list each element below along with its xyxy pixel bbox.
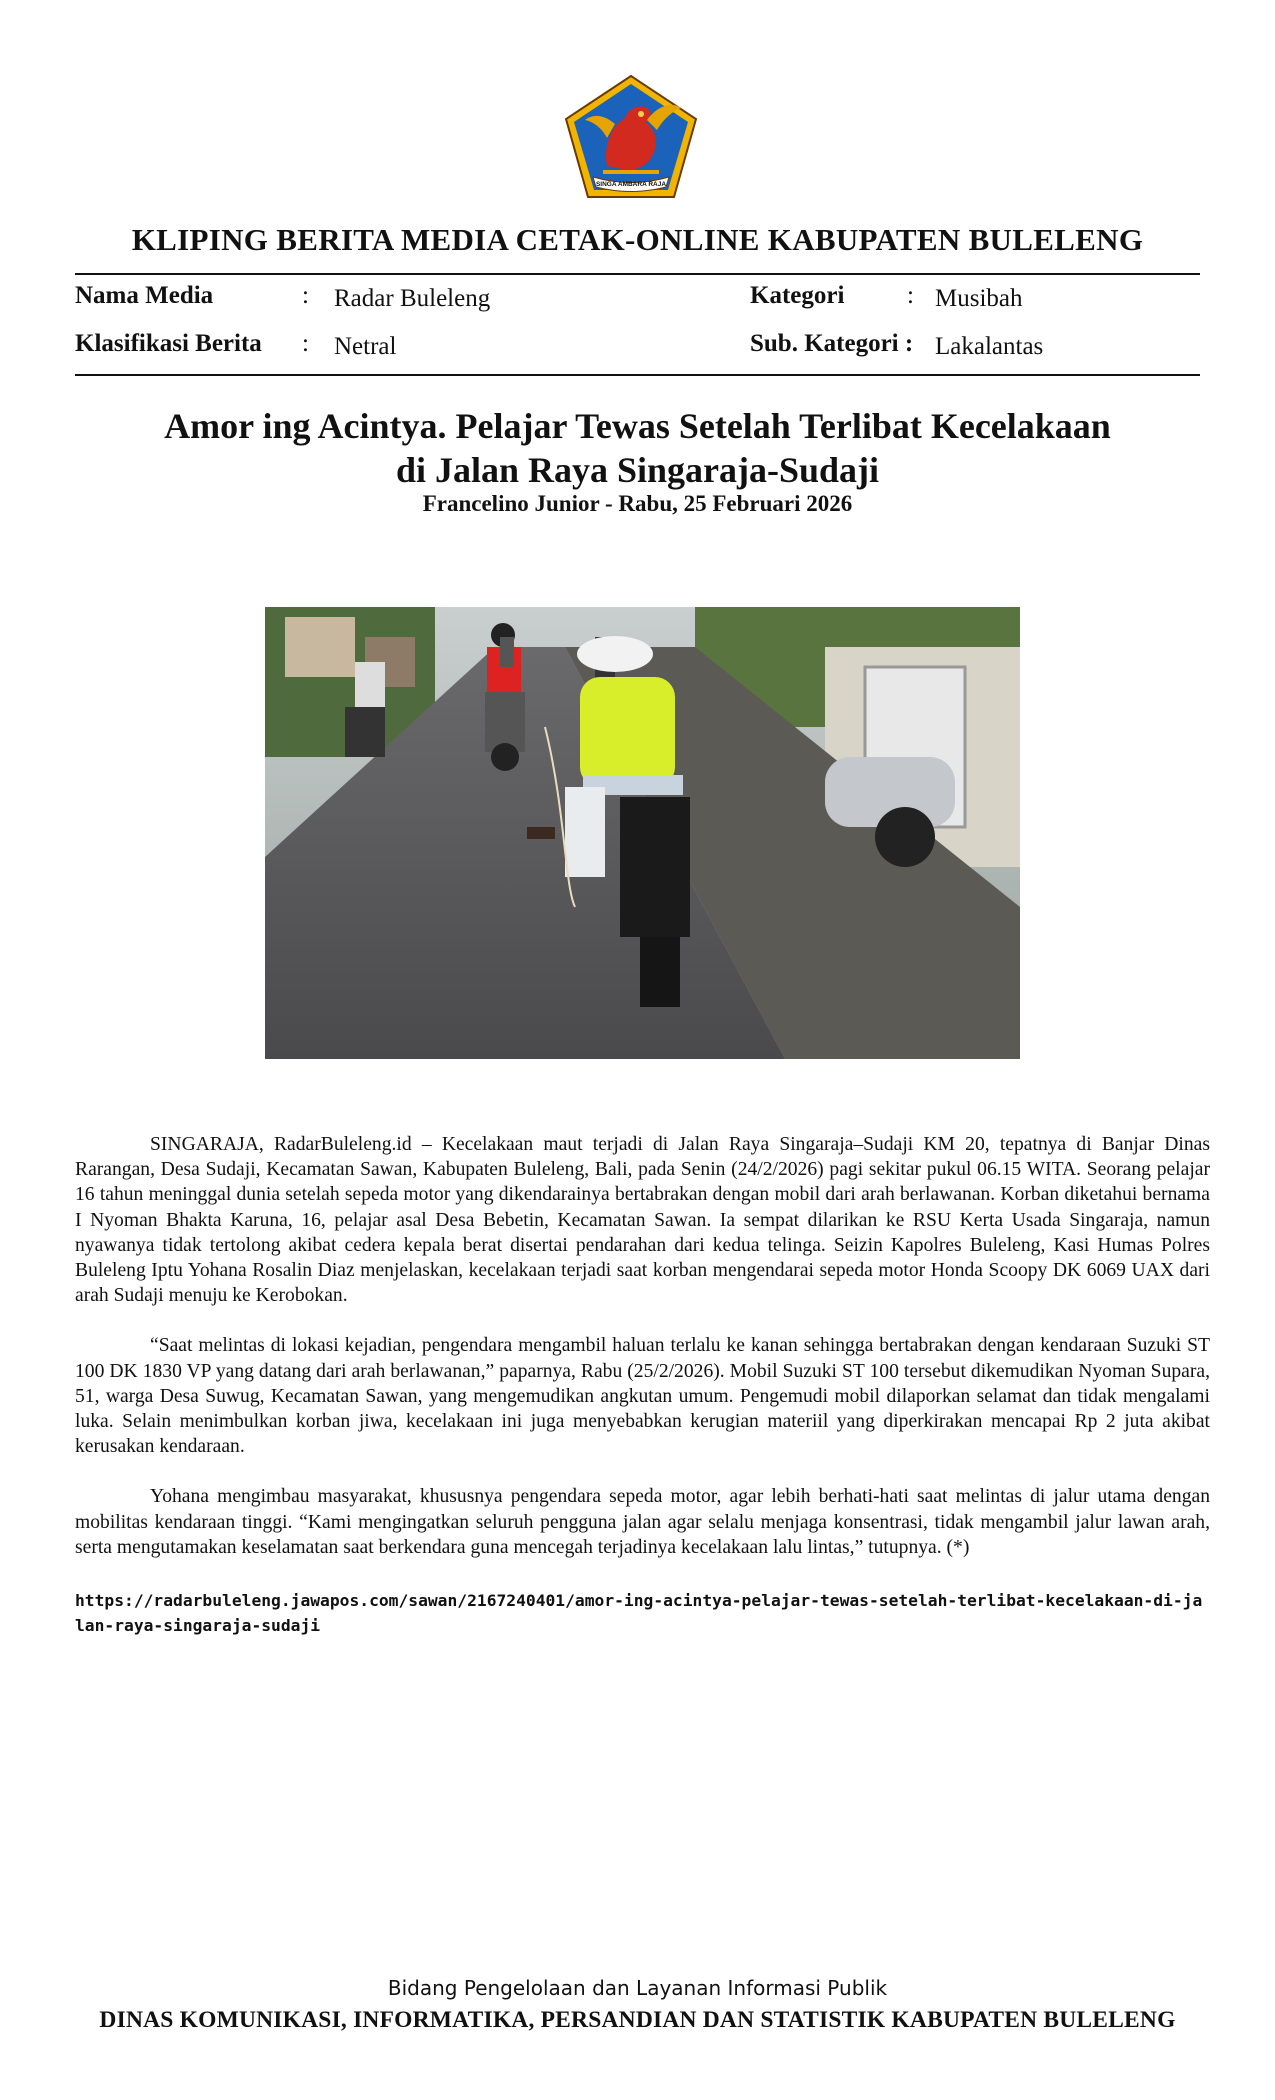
meta-divider (75, 374, 1200, 376)
article-photo (265, 607, 1020, 1059)
meta-colon: : (907, 282, 914, 309)
meta-klasifikasi-value: Netral (334, 333, 397, 360)
article-title-line1: Amor ing Acintya. Pelajar Tewas Setelah Terlibat Kecelakaan (164, 406, 1111, 446)
meta-subkategori-label: Sub. Kategori : (750, 330, 914, 357)
meta-klasifikasi-label: Klasifikasi Berita (75, 330, 262, 357)
article-title (75, 404, 1200, 492)
source-url-link[interactable]: https://radarbuleleng.jawapos.com/sawan/2167240401/amor-ing-acintya-pelajar-tewas-setelah-terlibat-kecelakaan-di-jalan-raya-singaraja-sudaji (75, 1591, 1203, 1635)
meta-kategori-label: Kategori (750, 282, 845, 309)
article-body (75, 1132, 1210, 1585)
article-paragraph: Yohana mengimbau masyarakat, khususnya pengendara sepeda motor, agar lebih berhati-hati saat melintas di jalur utama dengan mobilitas kendaraan tinggi. “Kami mengingatkan seluruh pengguna jalan agar selalu menjaga konsentrasi, tidak mengambil jalur lawan arah, serta mengutamakan keselamatan saat berkendara guna mencegah terjadinya kecelakaan lalu lintas,” tutupnya. (*) (75, 1486, 1210, 1558)
emblem-banner-text: SINGA AMBARA RAJA (595, 181, 667, 188)
footer-department: Bidang Pengelolaan dan Layanan Informasi Publik (387, 1976, 888, 2000)
kabupaten-buleleng-emblem (563, 74, 699, 200)
article-paragraph: SINGARAJA, RadarBuleleng.id – Kecelakaan maut terjadi di Jalan Raya Singaraja–Sudaji KM 20, tepatnya di Banjar Dinas Rarangan, Desa Sudaji, Kecamatan Sawan, Kabupaten Buleleng, Bali, pada Senin (24/2/2026) pagi sekitar pukul 06.15 WITA. Seorang pelajar 16 tahun meninggal dunia setelah sepeda motor yang dikendarainya bertabrakan dengan mobil dari arah berlawanan. Korban diketahui bernama I Nyoman Bhakta Karuna, 16, pelajar asal Desa Bebetin, Kecamatan Sawan. Ia sempat dilarikan ke RSU Kerta Usada Singaraja, namun nyawanya tidak tertolong akibat cedera kepala berat disertai pendarahan dari kedua telinga. Seizin Kapolres Buleleng, Kasi Humas Polres Buleleng Iptu Yohana Rosalin Diaz menjelaskan, kecelakaan terjadi saat korban mengendarai sepeda motor Honda Scoopy DK 6069 UAX dari arah Sudaji menuju ke Kerobokan. (75, 1134, 1210, 1307)
meta-media-value: Radar Buleleng (334, 285, 491, 312)
article-title-line2: di Jalan Raya Singaraja-Sudaji (395, 450, 880, 490)
header-divider (75, 273, 1200, 275)
meta-colon: : (302, 282, 309, 309)
footer-agency: DINAS KOMUNIKASI, INFORMATIKA, PERSANDIAN DAN STATISTIK KABUPATEN BULELENG (99, 2007, 1176, 2033)
article-paragraph: “Saat melintas di lokasi kejadian, pengendara mengambil haluan terlalu ke kanan sehingga bertabrakan dengan kendaraan Suzuki ST 100 DK 1830 VP yang datang dari arah berlawanan,” paparnya, Rabu (25/2/2026). Mobil Suzuki ST 100 tersebut dikemudikan Nyoman Supara, 51, warga Desa Suwug, Kecamatan Sawan, yang mengemudikan angkutan umum. Pengemudi mobil dilaporkan selamat dan tidak mengalami luka. Selain menimbulkan korban jiwa, kecelakaan ini juga menyebabkan kerugian materiil yang diperkirakan mencapai Rp 2 juta akibat kerusakan kendaraan. (75, 1335, 1210, 1458)
meta-subkategori-value: Lakalantas (935, 333, 1044, 360)
document-header-title: KLIPING BERITA MEDIA CETAK-ONLINE KABUPATEN BULELENG (131, 222, 1144, 257)
meta-colon: : (302, 330, 309, 357)
article-byline: Francelino Junior - Rabu, 25 Februari 2026 (422, 491, 853, 516)
meta-media-label: Nama Media (75, 282, 214, 309)
meta-kategori-value: Musibah (935, 285, 1023, 312)
